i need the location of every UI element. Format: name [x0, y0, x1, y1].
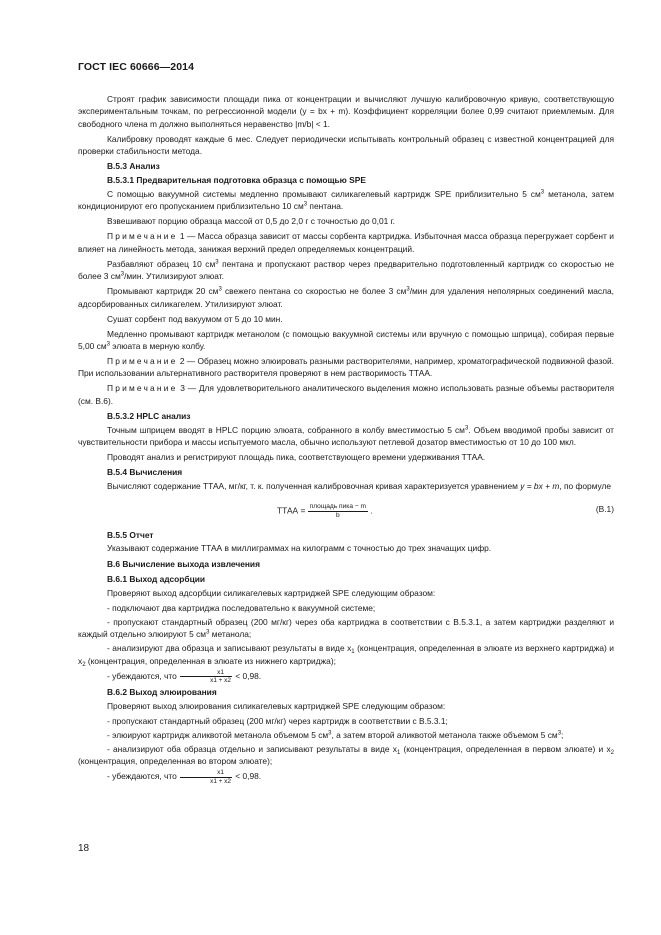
paragraph-calculation: Вычисляют содержание ТТАА, мг/кг, т. к. полученная калибровочная кривая характеризуется уравнением y = bx + m, по формуле [107, 481, 612, 492]
paragraph-elute-methanol: Медленно промывают картридж метанолом (с помощью вакуумной системы или вручную с помощью шприца), собирая первые 5,00 $см^3$ элюата в мерную колбу. [78, 328, 614, 352]
paragraph-report: Указывают содержание ТТАА в миллиграммах на килограмм с точностью до трех значащих цифр. [107, 543, 492, 554]
heading-b532: B.5.3.2 HPLC анализ [107, 410, 191, 421]
formula-number: (B.1) [595, 503, 614, 514]
heading-b55: B.5.5 Отчет [107, 529, 154, 540]
list-item: - убеждаются, что $\frac{x1}{x1 + x2}$ < 0,98. [107, 769, 262, 785]
paragraph-hplc-inject: Точным шприцем вводят в HPLC порцию элюата, собранного в колбу вместимостью 5 $см^3$. Объем вводимой пробы зависит от чувствительности прибора и массы испытуемого масла, обычно используют петлевой дозатор вместимостью от 10 до 100 мкл. [78, 424, 614, 448]
paragraph-hplc-record: Проводят анализ и регистрируют площадь пика, соответствующего времени удерживания ТТАА. [107, 452, 486, 463]
list-item: - убеждаются, что $\frac{x1}{x1 + x2}$ < 0,98. [107, 668, 262, 685]
note-1: Примечание 1 — Масса образца зависит от массы сорбента картриджа. Избыточная масса образца перегружает сорбент и влияет на линейность метода, занижая верхний предел определяемых концентраций. [78, 231, 614, 254]
heading-b54: B.5.4 Вычисления [107, 467, 183, 478]
document-body [78, 93, 614, 787]
paragraph-spe-wash: С помощью вакуумной системы медленно промывают силикагелевый картридж SPE приблизительно 5 $см^3$ метанола, затем кондиционируют его пропусканием приблизительно 10 $см^3$ пентана. [78, 189, 614, 212]
formula-expression: ТТАА = $\frac{\text{площадь пика − m}}{b}$ . [277, 502, 373, 519]
paragraph-dry-sorbent: Сушат сорбент под вакуумом от 5 до 10 мин. [107, 313, 283, 324]
heading-b6: B.6 Вычисление выхода извлечения [107, 558, 260, 569]
list-item: - пропускают стандартный образец (200 мг/кг) через оба картриджа в соответствии с B.5.3.1, а затем картриджи разделяют и каждый отдельно элюируют 5 $см^3$ метанола; [78, 617, 614, 640]
list-item: - элюируют картридж аликвотой метанола объемом 5 $см^3$, а затем второй аликвотой метанола также объемом 5 $см^3$; [107, 729, 564, 740]
paragraph-adsorption-check: Проверяют выход адсорбции силикагелевых картриджей SPE следующим образом: [107, 588, 436, 599]
list-item: - подключают два картриджа последовательно к вакуумной системе; [107, 603, 376, 614]
formula-fraction: $\frac{\text{площадь пика − m}}{b}$ [309, 502, 366, 519]
heading-b61: B.6.1 Выход адсорбции [107, 574, 206, 585]
page-number: 18 [78, 843, 90, 854]
paragraph-rinse-cartridge: Промывают картридж 20 $см^3$ свежего пентана со скоростью не более 3 $см^3$/мин для удаления неполярных соединений масла, адсорбированных силикагелем. Утилизируют элюат. [78, 286, 614, 309]
list-item: - анализируют два образца и записывают результаты в виде $x_1$ (концентрация, определенная в элюате из верхнего картриджа) и $x_2$ (концентрация, определенная в элюате из нижнего картриджа); [78, 643, 614, 668]
paragraph-calibration-period: Калибровку проводят каждые 6 мес. Следует периодически испытывать контрольный образец с известной концентрацией для проверки стабильности метода. [78, 133, 614, 157]
formula-b1 [78, 497, 614, 523]
paragraph-calibration-curve: Строят график зависимости площади пика от концентрации и вычисляют лучшую калибровочную кривую, соответствующую экспериментальным точкам, по регрессионной модели (y = bx + m). Коэффициент корреляции более 0,99 считают приемлемым. Для свободного члена m должно выполняться неравенство |m/b| < 1. [78, 94, 614, 129]
document-header: ГОСТ IEC 60666—2014 [78, 61, 195, 73]
list-item: - анализируют оба образца отдельно и записывают результаты в виде $x_1$ (концентрация, определенная в первом элюате) и $x_2$ (концентрация, определенная во втором элюате); [78, 743, 614, 767]
paragraph-dilute-sample: Разбавляют образец 10 $см^3$ пентана и пропускают раствор через предварительно подготовленный картридж со скоростью не более 3 $см^3$/мин. Утилизируют элюат. [78, 258, 614, 282]
list-item: - пропускают стандартный образец (200 мг/кг) через картридж в соответствии с B.5.3.1; [107, 716, 448, 727]
note-3: Примечание 3 — Для удовлетворительного аналитического выделения можно использовать разные объемы растворителя (см. B.6). [78, 383, 614, 406]
ratio-fraction: $\frac{x1}{x1 + x2}$ [180, 769, 232, 785]
heading-b531: B.5.3.1 Предварительная подготовка образца с помощью SPE [107, 175, 366, 186]
ratio-fraction: $\frac{x1}{x1 + x2}$ [180, 669, 232, 685]
note-2: Примечание 2 — Образец можно элюировать разными растворителями, например, хроматографической подвижной фазой. При использовании альтернативного растворителя проверяют в нем растворимость ТТАА. [78, 356, 614, 379]
paragraph-elution-check: Проверяют выход элюирования силикагелевых картриджей SPE следующим образом: [107, 701, 446, 712]
heading-b53: B.5.3 Анализ [107, 161, 160, 172]
paragraph-weigh-sample: Взвешивают порцию образца массой от 0,5 до 2,0 г с точностью до 0,01 г. [107, 216, 395, 227]
heading-b62: B.6.2 Выход элюирования [107, 687, 217, 698]
